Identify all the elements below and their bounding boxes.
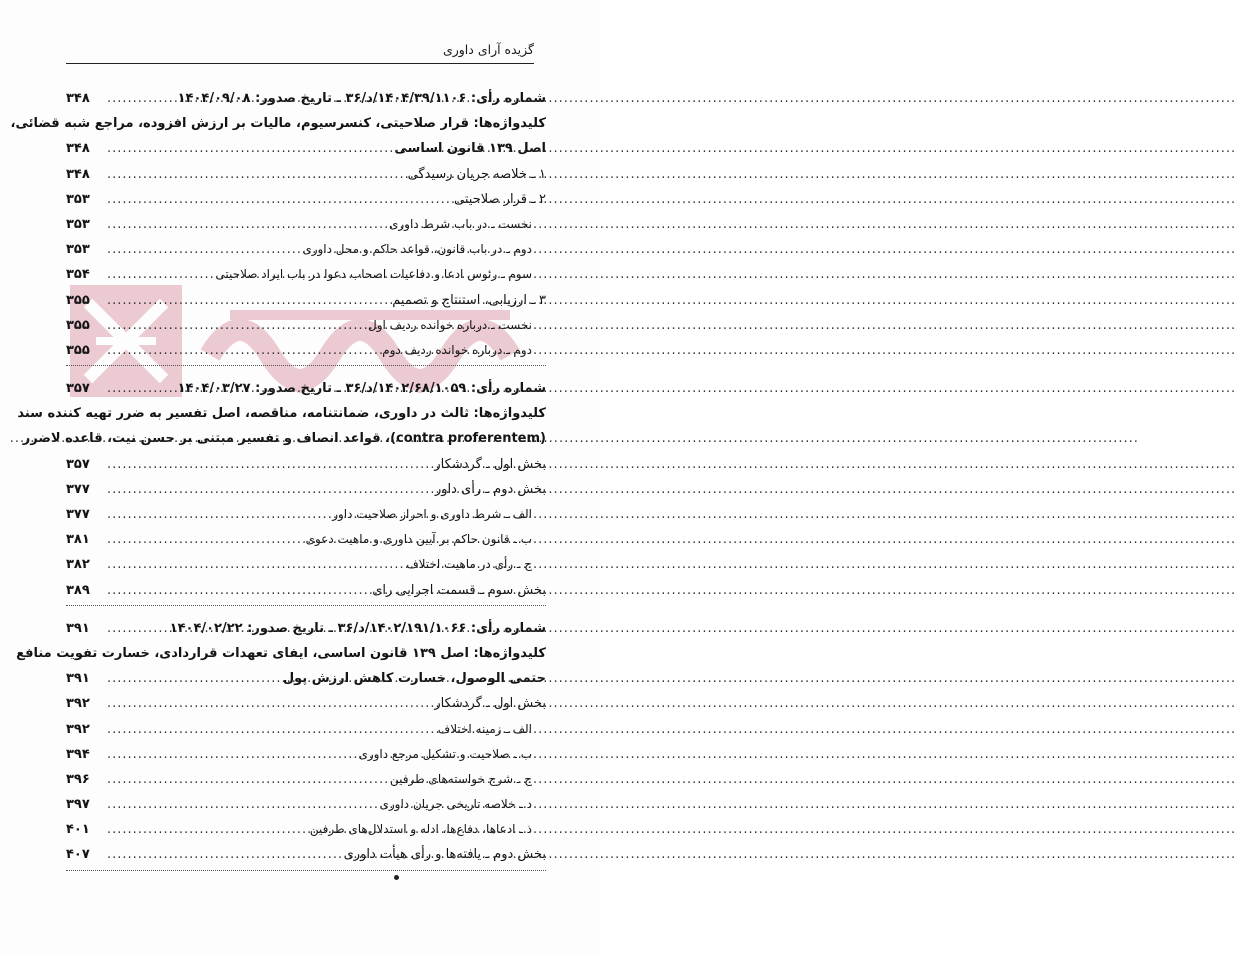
entry-title: ۳ ـ ارزیابی، استنتاج و تصمیم (392, 292, 546, 308)
entry-title: حتمی الوصول، خسارت کاهش ارزش پول (282, 671, 546, 687)
entry-page-number: ۳۹۱ (66, 620, 90, 636)
keywords-last-line (66, 666, 546, 691)
dot-leader (107, 527, 303, 552)
toc-section (17, 376, 546, 606)
toc-entry (66, 288, 546, 313)
dot-leader (107, 666, 280, 691)
section-divider (66, 870, 546, 871)
page-mark (394, 875, 399, 880)
toc-entry (66, 313, 546, 338)
entry-title: د ـ خلاصه تاریخی جریان داوری (379, 797, 532, 812)
toc-section (16, 616, 546, 871)
entry-page-number: ۳۸۲ (66, 557, 90, 573)
entry-title: بخش سوم ـ قسمت اجرایی رای (372, 582, 546, 598)
entry-page-number: ۳۵۳ (66, 242, 90, 258)
toc-entry (66, 237, 546, 262)
entry-title: شماره رأی: ۱۴۰۲/۱۹۱/۱۰۶۶/د/۳۶ ـ تاریخ صدور: ۱۴۰۴/۰۲/۲۲ (169, 620, 546, 636)
dot-leader (107, 162, 405, 187)
dot-leader (107, 288, 389, 313)
entry-title: بخش دوم ـ رأی داور (434, 481, 546, 497)
header-rule (66, 63, 534, 64)
toc-entry (66, 502, 546, 527)
entry-page-number (0, 426, 7, 451)
toc-entry (66, 691, 546, 716)
entry-page-number: ۳۴۸ (66, 166, 90, 182)
vote-number-line (66, 376, 546, 401)
dot-leader (107, 691, 431, 716)
toc-entry (66, 552, 546, 577)
dot-leader (107, 717, 435, 742)
toc-entry (66, 187, 546, 212)
keywords-last-line (22, 426, 546, 451)
entry-title: شماره رأی: ۱۴۰۴/۳۹/۱۱۰۶/د/۳۶ ـ تاریخ صدور: ۱۴۰۴/۰۹/۰۸ (177, 91, 546, 106)
entry-page-number: ۳۹۷ (66, 797, 90, 813)
entry-title: الف ـ زمینه اختلاف (437, 721, 532, 736)
toc-entry (66, 477, 546, 502)
entry-title: ج ـ رأی در ماهیت اختلاف (406, 557, 532, 572)
toc-entry (66, 578, 546, 603)
dot-leader (107, 742, 355, 767)
entry-title: سوم ـ رئوس ادعا و دفاعیات اصحاب دعوا در باب ایراد صلاحیتی (215, 267, 532, 282)
dot-leader (107, 237, 299, 262)
entry-page-number: ۳۷۷ (66, 507, 90, 522)
entry-page-number: ۳۹۴ (66, 746, 90, 762)
entry-title: شماره رأی: ۱۴۰۲/۶۸/۱۰۵۹/د/۳۶ ـ تاریخ صدور: ۱۴۰۴/۰۳/۲۷ (177, 381, 546, 397)
toc-entry (66, 162, 546, 187)
dot-leader (107, 136, 391, 161)
toc-entry (66, 817, 546, 842)
toc-entry (66, 262, 546, 287)
entry-page-number: ۳۵۵ (66, 292, 90, 308)
entry-page-number: ۳۹۲ (66, 696, 90, 712)
entry-title: ۲ ـ قرار صلاحیتی (454, 191, 546, 207)
entry-page-number: ۴۰۱ (66, 822, 90, 838)
toc-entry (66, 212, 546, 237)
entry-title: اصل ۱۳۹ قانون اساسی (394, 141, 546, 157)
toc-entry (66, 767, 546, 792)
toc-section (10, 86, 546, 366)
entry-page-number: ۳۹۱ (66, 671, 90, 687)
entry-page-number: ۳۵۴ (66, 267, 90, 283)
entry-page-number: ۳۵۳ (66, 216, 90, 232)
dot-leader (107, 212, 386, 237)
entry-title: بخش اول ـ گردشکار (434, 696, 546, 712)
running-title: گزیده آرای داوری (442, 42, 534, 57)
entry-title: نخست ـ در باب شرط داوری (388, 216, 532, 231)
entry-page-number: ۳۵۷ (66, 381, 90, 397)
entry-title: ب ـ صلاحیت و تشکیل مرجع داوری (358, 746, 532, 761)
section-divider (66, 365, 546, 366)
entry-title: دوم ـ در باب قانون، قواعد حاکم و محل داوری (302, 242, 532, 257)
toc-entry (66, 842, 546, 867)
dot-leader (107, 376, 175, 401)
keywords-last-line (66, 136, 546, 161)
entry-page-number: ۳۹۲ (66, 721, 90, 737)
entry-page-number: ۳۴۸ (66, 91, 90, 106)
dot-leader (107, 552, 403, 577)
entry-title: بخش اول ـ گردشکار (434, 456, 546, 472)
entry-title: نخست ـ درباره خوانده ردیف اول (367, 317, 532, 332)
dot-leader (107, 767, 387, 792)
entry-title: ۱ ـ خلاصه جریان رسیدگی (407, 166, 546, 182)
entry-title: ج ـ شرح خواسته‌های طرفین (389, 771, 532, 786)
dot-leader (107, 616, 167, 641)
entry-page-number: ۴۰۷ (66, 847, 90, 863)
dot-leader (107, 262, 212, 287)
toc-entry (66, 792, 546, 817)
dot-leader (107, 187, 451, 212)
entry-title: بخش دوم ـ یافته‌ها و رأی هیأت داوری (343, 847, 546, 863)
dot-leader (107, 452, 431, 477)
entry-title: ب ـ قانون حاکم بر آیین داوری و ماهیت دعوی (305, 532, 532, 547)
keywords-line: کلیدواژه‌ها: اصل ۱۳۹ قانون اساسی، ایفای تعهدات قراردادی، خسارت تفویت منافع (16, 645, 546, 661)
entry-page-number: ۳۵۳ (66, 191, 90, 207)
dot-leader (10, 426, 20, 451)
entry-page-number: ۳۹۶ (66, 771, 90, 787)
dot-leader (107, 792, 376, 817)
toc-entry (66, 717, 546, 742)
entry-title: (contra proferentem)، قواعد انصاف و تفسیر مبتنی بر حسن نیت، قاعده لاضرر (22, 431, 546, 447)
book-page (0, 0, 600, 955)
dot-leader (107, 477, 432, 502)
entry-page-number: ۳۵۵ (66, 317, 90, 333)
toc-entry (66, 452, 546, 477)
dot-leader (107, 502, 329, 527)
entry-page-number: ۳۸۱ (66, 532, 90, 548)
dot-leader (107, 313, 365, 338)
dot-leader (107, 817, 307, 842)
entry-page-number: ۳۸۹ (66, 582, 90, 598)
toc-entry (66, 338, 546, 363)
keywords-line: کلیدواژه‌ها: قرار صلاحیتی، کنسرسیوم، مالیات بر ارزش افزوده، مراجع شبه قضائی، (10, 116, 546, 132)
vote-number-line (66, 86, 546, 111)
toc-entry (66, 742, 546, 767)
dot-leader (107, 842, 341, 867)
entry-page-number: ۳۷۷ (66, 481, 90, 497)
vote-number-line (66, 616, 546, 641)
entry-title: ذ ـ ادعاها، دفاع‌ها، ادله و استدلال‌های طرفین (309, 822, 532, 837)
toc-entry (66, 527, 546, 552)
entry-page-number: ۳۵۷ (66, 456, 90, 472)
dot-leader (107, 86, 175, 111)
entry-title: دوم ـ درباره خوانده ردیف دوم (382, 342, 532, 357)
section-divider (66, 605, 546, 606)
entry-page-number: ۳۴۸ (66, 141, 90, 157)
table-of-contents (10, 86, 546, 881)
dot-leader (107, 578, 369, 603)
dot-leader (107, 338, 379, 363)
keywords-line: کلیدواژه‌ها: ثالث در داوری، ضمانتنامه، مناقصه، اصل تفسیر به ضرر تهیه کننده سند (17, 406, 546, 422)
entry-title: الف ـ شرط داوری و احراز صلاحیت داور (332, 507, 532, 521)
entry-page-number: ۳۵۵ (66, 342, 90, 358)
